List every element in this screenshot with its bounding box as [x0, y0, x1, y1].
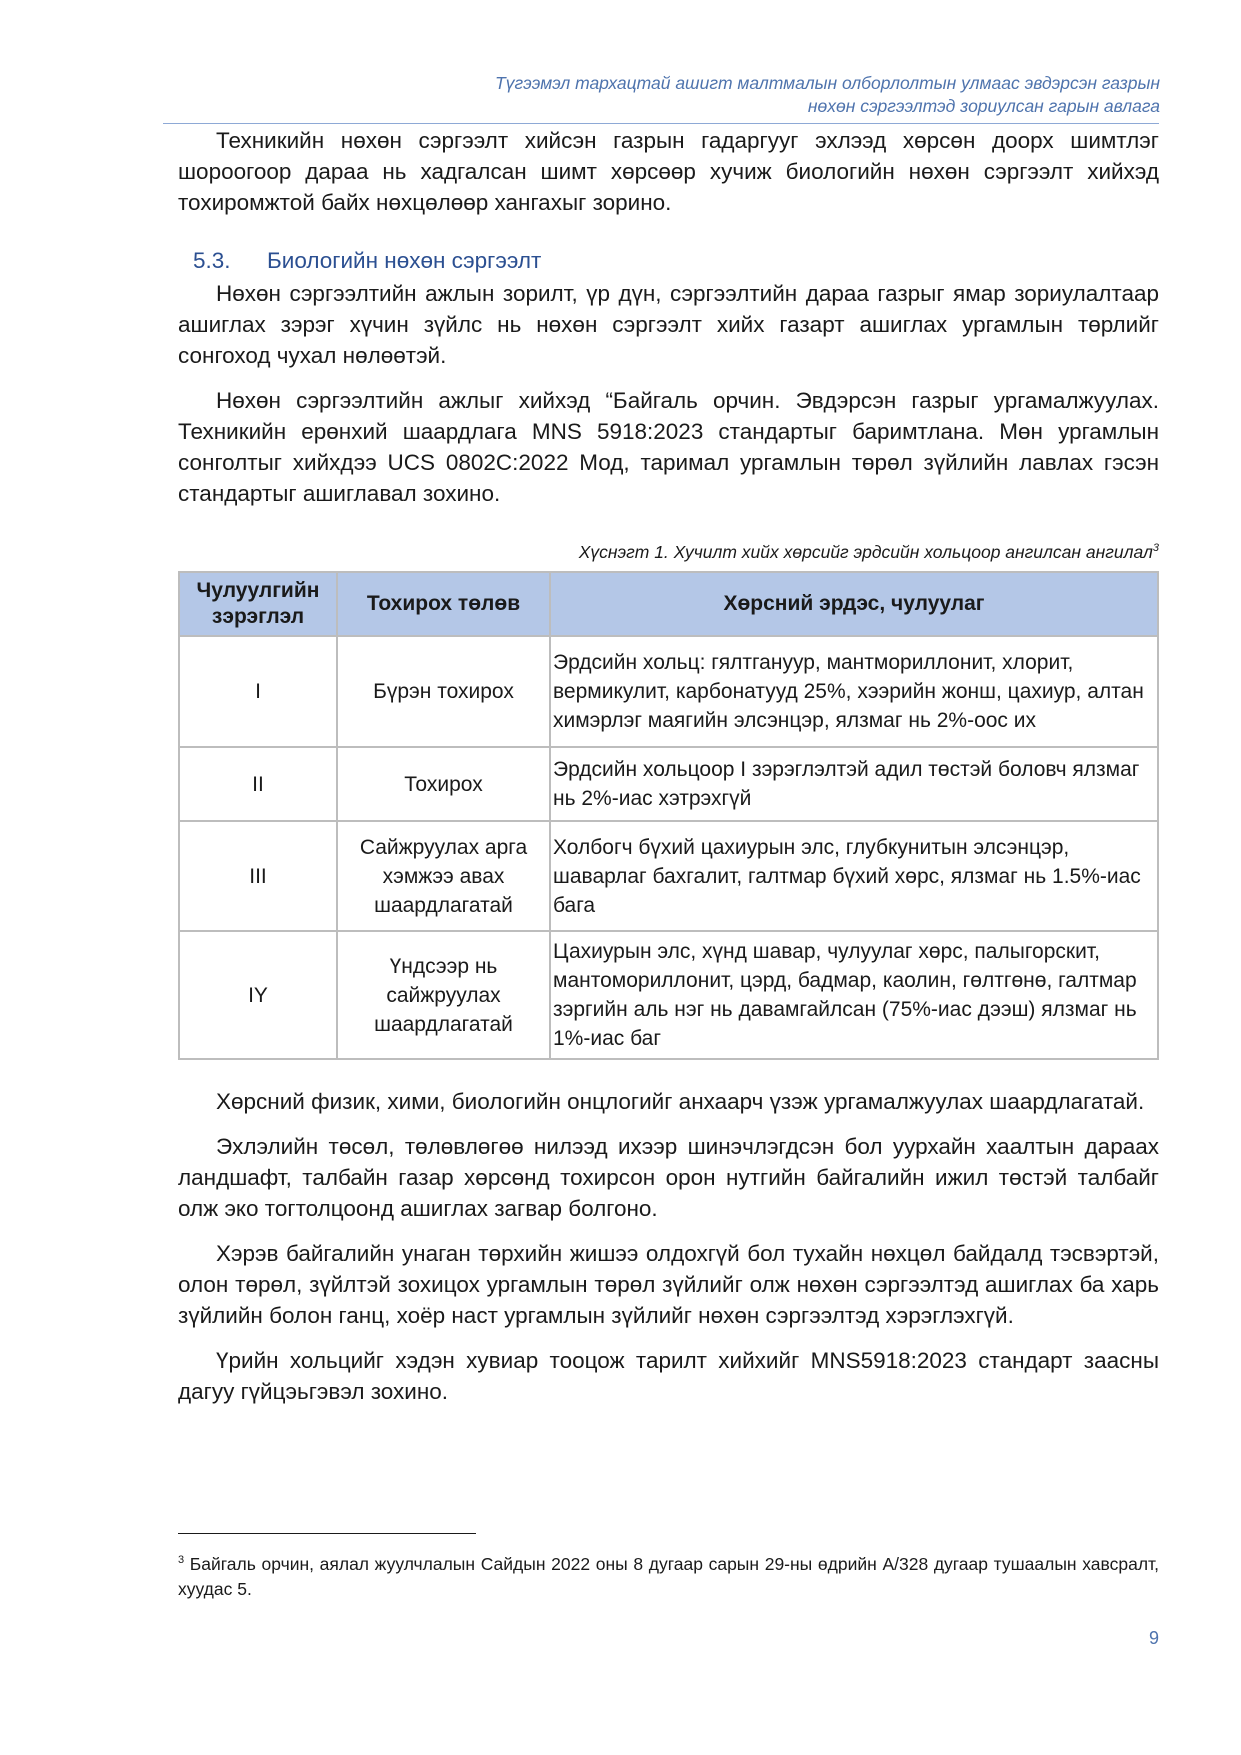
section-heading — [193, 248, 541, 274]
table-caption — [178, 542, 1159, 563]
paragraph: Техникийн нөхөн сэргээлт хийсэн газрын гадаргууг эхлээд хөрсөн доорх шимтлэг шороогоор дараа нь хадгалсан шимт хөрсөөр хучиж биологийн нөхөн сэргээлт хийхэд тохиромжтой байх нөхцөлөөр хангахыг зорино. — [178, 128, 1159, 215]
running-header — [160, 72, 1160, 118]
paragraph: Эхлэлийн төсөл, төлөвлөгөө нилээд ихээр шинэчлэгдсэн бол уурхайн хаалтын дараах ландшафт, талбайн газар хөрсөнд тохирсон орон нутгийн байгалийн ижил төстэй талбайг олж эко тогтолцоонд ашиглах загвар болгоно. — [178, 1134, 1159, 1221]
column-header: Тохирох төлөв — [337, 572, 550, 636]
table-row — [179, 636, 1158, 747]
soil-description-cell: Холбогч бүхий цахиурын элс, глубкунитын элсэнцэр, шаварлаг бахгалит, галтмар бүхий хөрс, ялзмаг нь 1.5%-иас бага — [550, 821, 1158, 931]
column-header: Хөрсний эрдэс, чулуулаг — [550, 572, 1158, 636]
suitability-cell: Бүрэн тохирох — [337, 636, 550, 747]
soil-description-cell: Эрдсийн хольцоор I зэрэглэлтэй адил төстэй боловч ялзмаг нь 2%-иас хэтрэхгүй — [550, 747, 1158, 821]
paragraph: Хэрэв байгалийн унаган төрхийн жишээ олдохгүй бол тухайн нөхцөл байдалд тэсвэртэй, олон төрөл, зүйлтэй зохицох ургамлын төрөл зүйлийг олж нөхөн сэргээлтэд ашиглах ба харь зүйлийн болон ганц, хоёр наст ургамлын зүйлийг нөхөн сэргээлтэд хэрэглэхгүй. — [178, 1241, 1159, 1328]
closing-block — [178, 1086, 1159, 1407]
soil-description-cell: Эрдсийн хольц: гялтгануур, мантмориллонит, хлорит, вермикулит, карбонатууд 25%, хээрийн жонш, цахиур, алтан химэрлэг маягийн элсэнцэр, ялзмаг нь 2%-оос их — [550, 636, 1158, 747]
paragraph: Нөхөн сэргээлтийн ажлыг хийхэд “Байгаль орчин. Эвдэрсэн газрыг ургамалжуулах. Техникийн ерөнхий шаардлага MNS 5918:2023 стандартыг баримтлана. Мөн ургамлын сонголтыг хийхдээ UCS 0802C:2022 Мод, таримал ургамлын төрөл зүйлийн лавлах гэсэн стандартыг ашиглавал зохино. — [178, 388, 1159, 506]
table-row — [179, 821, 1158, 931]
footnote-ref: 3 — [1152, 542, 1159, 555]
suitability-cell: Тохирох — [337, 747, 550, 821]
header-line-1: Түгээмэл тархацтай ашигт малтмалын олборлолтын улмаас эвдэрсэн газрын — [495, 73, 1160, 93]
grade-cell: II — [179, 747, 337, 821]
grade-cell: III — [179, 821, 337, 931]
section-title: Биологийн нөхөн сэргээлт — [267, 248, 542, 273]
table-header-row — [179, 572, 1158, 636]
table-row — [179, 931, 1158, 1059]
grade-cell: I — [179, 636, 337, 747]
paragraph: Үрийн хольцийг хэдэн хувиар тооцож тарилт хийхийг MNS5918:2023 стандарт заасны дагуу гүйцэьгэвэл зохино. — [178, 1348, 1159, 1404]
table-caption-text: Хүснэгт 1. Хучилт хийх хөрсийг эрдсийн хольцоор ангилсан ангилал — [578, 542, 1153, 562]
suitability-cell: Сайжруулах арга хэмжээ авах шаардлагатай — [337, 821, 550, 931]
paragraph: Нөхөн сэргээлтийн ажлын зорилт, үр дүн, сэргээлтийн дараа газрыг ямар зориулалтаар ашиглах зэрэг хүчин зүйлс нь нөхөн сэргээлт хийх газарт ашиглах ургамлын төрлийг сонгоход чухал нөлөөтэй. — [178, 281, 1159, 368]
footnote-marker: 3 — [178, 1554, 185, 1566]
paragraph: Хөрсний физик, хими, биологийн онцлогийг анхаарч үзэж ургамалжуулах шаардлагатай. — [216, 1089, 1145, 1114]
page-number: 9 — [1148, 1628, 1159, 1648]
header-line-2: нөхөн сэргээлтэд зориулсан гарын авлага — [807, 96, 1160, 116]
soil-classification-table — [178, 571, 1159, 1060]
grade-cell: IY — [179, 931, 337, 1059]
suitability-cell: Үндсээр нь сайжруулах шаардлагатай — [337, 931, 550, 1059]
footnote — [178, 1548, 1159, 1602]
table-row — [179, 747, 1158, 821]
footnote-separator — [178, 1533, 476, 1534]
intro-block — [178, 125, 1159, 218]
header-divider — [163, 123, 1159, 124]
section-body — [178, 278, 1159, 509]
section-number: 5.3. — [193, 248, 231, 273]
footnote-text: Байгаль орчин, аялал жуулчлалын Сайдын 2022 оны 8 дугаар сарын 29-ны өдрийн А/328 дугаар тушаалын хавсралт, хуудас 5. — [178, 1553, 1159, 1599]
soil-description-cell: Цахиурын элс, хүнд шавар, чулуулаг хөрс, палыгорскит, мантомориллонит, цэрд, бадмар, каолин, гөлтгөнө, галтмар зэргийн аль нэг нь давамгайлсан (75%-иас дээш) ялзмаг нь 1%-иас баг — [550, 931, 1158, 1059]
column-header: Чулуулгийн зэрэглэл — [179, 572, 337, 636]
